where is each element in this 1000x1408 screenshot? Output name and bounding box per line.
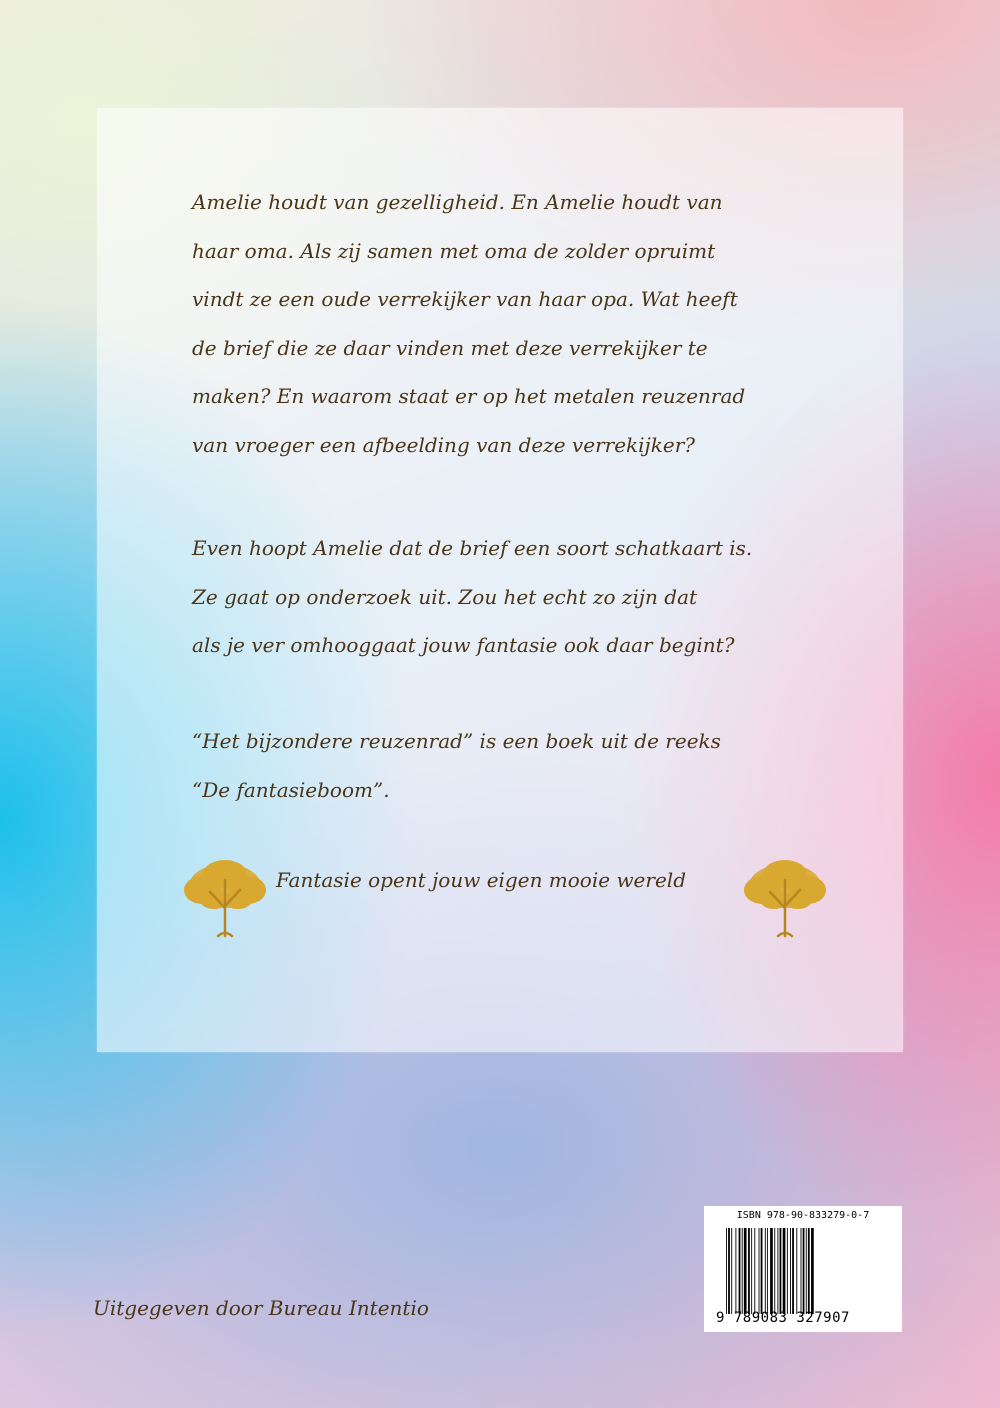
publisher-credit: Uitgegeven door Bureau Intentio — [93, 1296, 429, 1320]
barcode-digits: 9 789083 327907 — [716, 1310, 850, 1326]
barcode-bar — [748, 1228, 750, 1314]
blurb-line: Even hoopt Amelie dat de brief een soort schatkaart is. — [192, 536, 753, 560]
blurb-line: “De fantasieboom”. — [192, 777, 390, 802]
motto-text: Fantasie opent jouw eigen mooie wereld — [276, 868, 686, 892]
blurb-paragraph-1 — [192, 178, 832, 469]
barcode-bar — [777, 1228, 778, 1314]
barcode-bar — [759, 1228, 760, 1314]
golden-tree-icon — [180, 856, 270, 942]
series-note — [192, 717, 832, 814]
barcode-bar — [790, 1228, 791, 1314]
barcode-bar — [811, 1228, 814, 1314]
blurb-line: Amelie houdt van gezelligheid. En Amelie houdt van — [192, 190, 723, 214]
blurb-paragraph-2 — [192, 524, 832, 670]
blurb-line: als je ver omhooggaat jouw fantasie ook daar begint? — [192, 633, 735, 657]
barcode-bar — [808, 1228, 810, 1314]
barcode-bar — [731, 1228, 732, 1314]
barcode-bar — [765, 1228, 766, 1314]
barcode-bar — [801, 1228, 802, 1314]
motto-row — [180, 856, 820, 942]
barcode-bar — [739, 1228, 741, 1314]
barcode-bar — [774, 1228, 775, 1314]
barcode-bar — [792, 1228, 794, 1314]
barcode-bar — [754, 1228, 755, 1314]
blurb-line: de brief die ze daar vinden met deze verrekijker te — [192, 335, 708, 360]
barcode-bar — [783, 1228, 786, 1314]
barcode-bar — [780, 1228, 782, 1314]
barcode-bar — [787, 1228, 788, 1314]
barcode-bar — [803, 1228, 805, 1314]
barcode-bar — [726, 1228, 727, 1314]
barcode-bar — [761, 1228, 763, 1314]
barcode-bar — [796, 1228, 797, 1314]
barcode-bar — [742, 1228, 743, 1314]
barcode-bar — [806, 1228, 807, 1314]
barcode-bar — [751, 1228, 752, 1314]
blurb-line: Ze gaat op onderzoek uit. Zou het echt zo zijn dat — [192, 584, 698, 609]
blurb-line: maken? En waarom staat er op het metalen reuzenrad — [192, 384, 746, 408]
blurb-line: “Het bijzondere reuzenrad” is een boek uit de reeks — [192, 729, 721, 753]
barcode-bar — [767, 1228, 768, 1314]
blurb-line: haar oma. Als zij samen met oma de zolder opruimt — [192, 238, 716, 263]
barcode-bar — [744, 1228, 747, 1314]
blurb-line: van vroeger een afbeelding van deze verrekijker? — [192, 432, 695, 457]
barcode-bars — [726, 1228, 866, 1314]
isbn-label: ISBN 978-90-833279-0-7 — [736, 1210, 870, 1221]
barcode-bar — [735, 1228, 736, 1314]
barcode-bar — [770, 1228, 773, 1314]
isbn-barcode — [704, 1206, 902, 1332]
barcode-bar — [728, 1228, 730, 1314]
golden-tree-icon — [740, 856, 830, 942]
blurb-line: vindt ze een oude verrekijker van haar opa. Wat heeft — [192, 287, 738, 311]
